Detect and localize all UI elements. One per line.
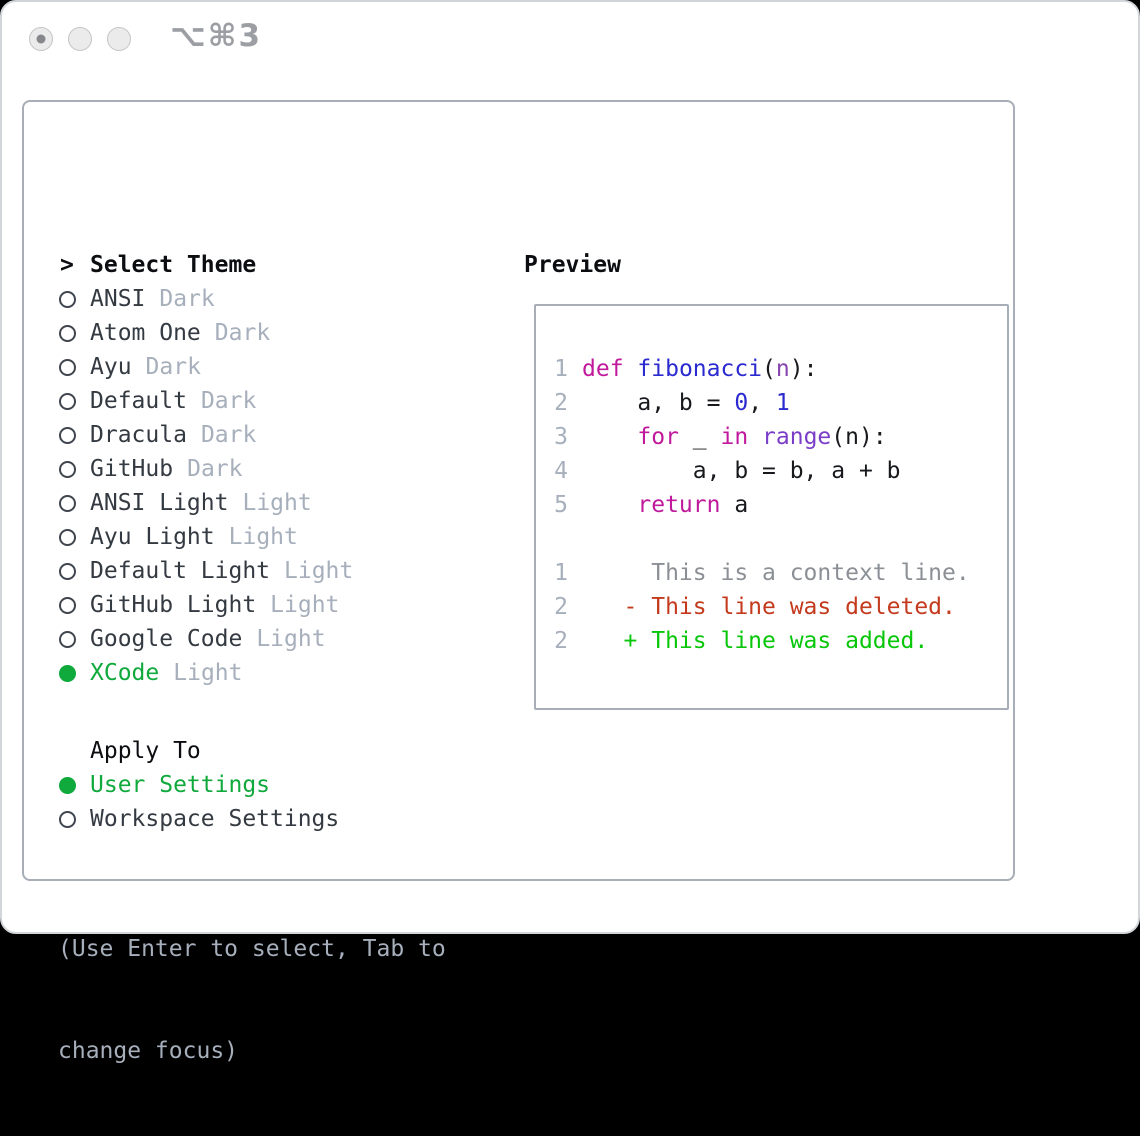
radio-icon [59,291,76,308]
apply-to-section [58,734,339,836]
option-tag: Dark [159,286,214,312]
option-tag: Light [242,490,311,516]
apply-option-user-settings[interactable] [58,768,339,802]
hint-line: (Use Enter to select, Tab to [58,932,446,966]
theme-option-google-code[interactable] [58,622,353,656]
line-number: 3 [554,424,568,450]
code-line [554,488,1007,522]
option-tag: Light [270,592,339,618]
theme-list [58,248,353,690]
radio-selected-icon [59,665,76,682]
option-label: Workspace Settings [90,806,339,832]
theme-option-atom-one[interactable] [58,316,353,350]
chevron-right-icon: > [58,252,74,278]
theme-option-github-light[interactable] [58,588,353,622]
code-text: + This line was added. [582,628,928,654]
code-line [554,420,1007,454]
option-label: ANSI Light [90,490,228,516]
option-tag: Light [173,660,242,686]
option-label: Atom One [90,320,201,346]
theme-option-dracula[interactable] [58,418,353,452]
code-text: a, b = b, a + b [582,458,901,484]
option-tag: Dark [187,456,242,482]
marker-cell [58,291,90,308]
code-line [554,352,1007,386]
code-line [554,624,1007,658]
radio-icon [59,427,76,444]
option-label: Google Code [90,626,242,652]
marker-cell [58,325,90,342]
theme-list-header-row [58,248,353,282]
theme-option-ansi-light[interactable] [58,486,353,520]
apply-option-workspace-settings[interactable] [58,802,339,836]
option-tag: Dark [201,388,256,414]
radio-icon [59,393,76,410]
line-number: 1 [554,560,568,586]
window-title: ⌥⌘3 [170,18,262,54]
title-bar [2,2,1138,66]
option-tag: Light [256,626,325,652]
line-number: 1 [554,356,568,382]
radio-icon [59,597,76,614]
code-text: - This line was deleted. [582,594,956,620]
marker-cell [58,427,90,444]
marker-cell [58,631,90,648]
close-dot-icon [37,35,46,44]
marker-cell [58,597,90,614]
marker-cell [58,665,90,682]
radio-icon [59,811,76,828]
code-line [554,454,1007,488]
theme-list-title: Select Theme [90,252,256,278]
theme-option-ayu[interactable] [58,350,353,384]
option-tag: Light [284,558,353,584]
line-number: 4 [554,458,568,484]
option-label: GitHub Light [90,592,256,618]
code-line [554,522,1007,556]
apply-to-title: Apply To [90,738,201,764]
code-text: def fibonacci(n): [582,356,817,382]
theme-option-ansi[interactable] [58,282,353,316]
radio-icon [59,461,76,478]
line-number: 2 [554,390,568,416]
marker-cell [58,461,90,478]
option-tag: Dark [146,354,201,380]
code-text: for _ in range(n): [582,424,887,450]
code-line [554,386,1007,420]
theme-option-default[interactable] [58,384,353,418]
code-text: This is a context line. [582,560,970,586]
zoom-button[interactable] [107,27,131,51]
marker-cell [58,359,90,376]
marker-cell [58,777,90,794]
radio-icon [59,325,76,342]
theme-option-github[interactable] [58,452,353,486]
code-line [554,590,1007,624]
option-tag: Light [229,524,298,550]
line-number: 2 [554,594,568,620]
option-label: Dracula [90,422,187,448]
hint-line: change focus) [58,1034,446,1068]
marker-cell [58,563,90,580]
close-button[interactable] [29,27,53,51]
radio-icon [59,631,76,648]
radio-icon [59,495,76,512]
code-text: return a [582,492,748,518]
radio-icon [59,529,76,546]
marker-cell [58,252,90,278]
option-label: Default Light [90,558,270,584]
marker-cell [58,393,90,410]
theme-option-ayu-light[interactable] [58,520,353,554]
radio-icon [59,563,76,580]
theme-option-xcode[interactable] [58,656,353,690]
preview-title: Preview [524,248,621,282]
line-number: 2 [554,628,568,654]
minimize-button[interactable] [68,27,92,51]
keyboard-hint [58,864,446,1136]
option-label: User Settings [90,772,270,798]
option-label: GitHub [90,456,173,482]
code-line [554,556,1007,590]
option-tag: Dark [215,320,270,346]
option-label: ANSI [90,286,145,312]
radio-selected-icon [59,777,76,794]
code-text: a, b = 0, 1 [582,390,790,416]
marker-cell [58,495,90,512]
option-label: XCode [90,660,159,686]
apply-to-header-row [58,734,339,768]
theme-picker-panel [22,100,1015,881]
option-label: Ayu [90,354,132,380]
line-number: 5 [554,492,568,518]
marker-cell [58,529,90,546]
option-label: Default [90,388,187,414]
preview-code-box [534,304,1009,710]
theme-option-default-light[interactable] [58,554,353,588]
option-tag: Dark [201,422,256,448]
marker-cell [58,811,90,828]
radio-icon [59,359,76,376]
option-label: Ayu Light [90,524,215,550]
